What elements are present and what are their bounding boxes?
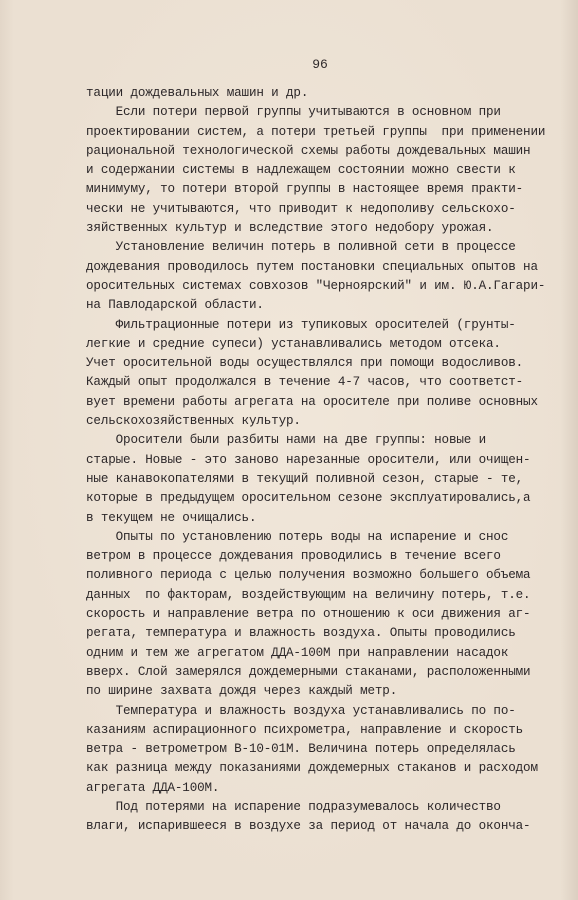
text-line: тации дождевальных машин и др. [86,86,309,100]
text-line: как разница между показаниями дождемерных стаканов и расходом [86,761,538,776]
text-line: Опыты по установлению потерь воды на испарение и снос [86,529,509,544]
body-text [86,84,546,837]
text-line: Каждый опыт продолжался в течение 4-7 часов, что соответст- [86,375,524,390]
text-line: Оросители были разбиты нами на две группы: новые и [86,433,487,448]
text-line: данных по факторам, воздействующим на величину потерь, т.е. [86,587,531,602]
text-line: поливного периода с целью получения возможно большего объема [86,568,531,583]
text-line: одним и тем же агрегатом ДДА-100М при направлении насадок [86,645,509,660]
text-line: скорость и направление ветра по отношению к оси движения аг- [86,607,531,622]
text-line: на Павлодарской области. [86,298,264,313]
text-line: вует времени работы агрегата на оросителе при поливе основных [86,394,538,409]
text-line: влаги, испарившееся в воздухе за период от начала до оконча- [86,819,531,834]
text-line: ные канавокопателями в текущий поливной сезон, старые - те, [86,471,524,486]
text-line: агрегата ДДА-100М. [86,780,220,795]
text-line: в текущем не очищались. [86,510,257,525]
text-line: чески не учитываются, что приводит к недополиву сельскохо- [86,201,516,216]
text-line: Учет оросительной воды осуществлялся при помощи водосливов. [86,356,524,371]
text-line: Установление величин потерь в поливной сети в процессе [86,240,516,255]
text-line: ветром в процессе дождевания проводились в течение всего [86,549,501,564]
text-line: оросительных системах совхозов "Черноярский" и им. Ю.А.Гагари- [86,278,546,293]
page-number: 96 [312,57,328,72]
text-line: проектировании систем, а потери третьей группы при применении [86,124,546,139]
text-line: зяйственных культур и вследствие этого недобору урожая. [86,221,494,236]
text-line: и содержании системы в надлежащем состоянии можно свести к [86,163,516,178]
text-line: рациональной технологической схемы работы дождевальных машин [86,143,531,158]
text-line: Фильтрационные потери из тупиковых оросителей (грунты- [86,317,516,332]
text-line: Если потери первой группы учитываются в основном при [86,105,501,120]
text-line: Температура и влажность воздуха устанавливались по по- [86,703,516,718]
text-line: дождевания проводилось путем постановки специальных опытов на [86,259,538,274]
text-line: регата, температура и влажность воздуха. Опыты проводились [86,626,516,641]
text-line: минимуму, то потери второй группы в настоящее время практи- [86,182,524,197]
text-line: которые в предыдущем оросительном сезоне эксплуатировались,а [86,491,531,506]
text-line: вверх. Слой замерялся дождемерными стаканами, расположенными [86,664,531,679]
text-line: по ширине захвата дождя через каждый метр. [86,684,398,699]
text-line: казаниям аспирационного психрометра, направление и скорость [86,722,524,737]
text-line: старые. Новые - это заново нарезанные оросители, или очищен- [86,452,531,467]
text-line: Под потерями на испарение подразумевалось количество [86,799,501,814]
text-line: сельскохозяйственных культур. [86,414,301,429]
text-line: ветра - ветрометром В-10-01М. Величина потерь определялась [86,742,516,757]
text-line: легкие и средние супеси) устанавливались методом отсека. [86,336,501,351]
